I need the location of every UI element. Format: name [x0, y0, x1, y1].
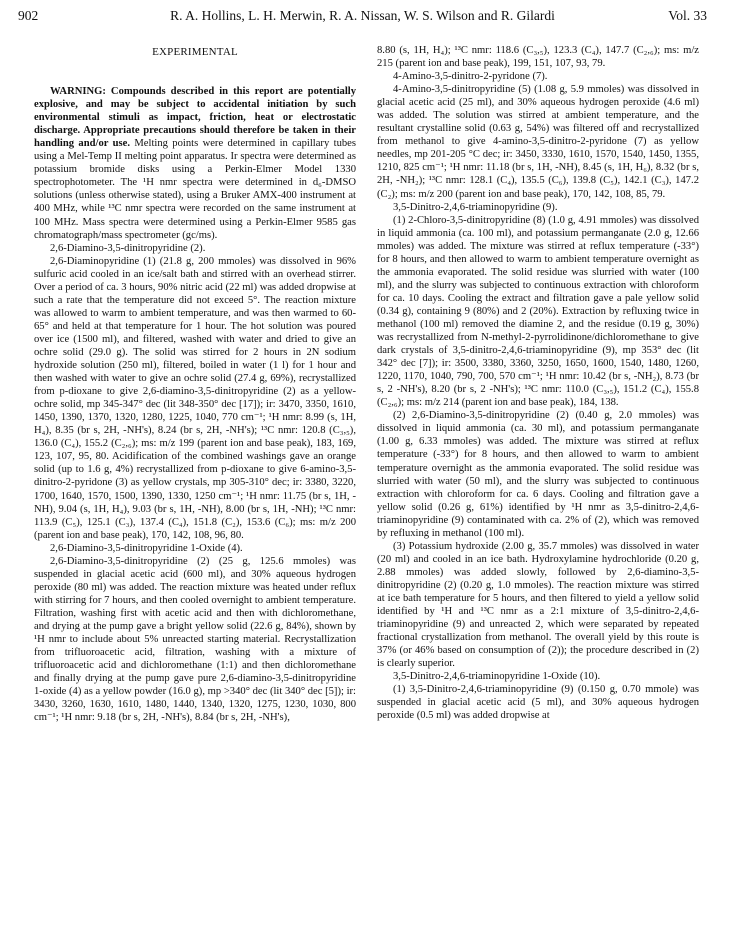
compound-9-method-2: (2) 2,6-Diamino-3,5-dinitropyridine (2) (0.40 g, 2.0 mmoles) was dissolved in liquid ammonia (ca. 30 ml), and potassium permanganate (1.00 g, 6.33 mmoles) was added. The mixture was stirred at reflux temperature (-33°) for 8 hours, and then allowed to warm to ambient temperature overnight as the ammonia evaporated. The solid residue was slurried with water (50 ml), and the slurry was subjected to continuous extraction with chloroform for ca. 6 days. Cooling and filtration gave a yellow solid (0.26 g, 61%) identified by ¹H nmr as 3,5-dinitro-2,4,6-triaminopyridine (9) contaminated with ca. 2% of (2), which was removed by refluxing in methanol (100 ml). [377, 410, 699, 539]
compound-2-procedure: 2,6-Diaminopyridine (1) (21.8 g, 200 mmoles) was dissolved in 96% sulfuric acid cooled in an ice/salt bath and stirred with an overhead stirrer. Over a period of ca. 3 hours, 90% nitric acid (22 ml) was added dropwise at such a rate that the temperature did not exceed 5°. The reaction mixture was allowed to warm to ambient temperature, and was then warmed to 60-65° and held at that temperature for 1 hour. The hot solution was poured over ice (1500 ml), and filtered, washed with water and dried to give an ochre solid (29.0 g). The solid was stirred for 2 hours in 2N sodium hydroxide solution (250 ml), filtered, boiled in water (1 l) for 1 hour and then washed with water to give an ochre solid (27.4 g, 69%), recrystallized from p-dioxane to give 2,6-diamino-3,5-dinitropyridine (2) as a yellow-ochre solid, mp 345-347° dec (lit 348-350° dec [17]); ir: 3470, 3350, 1610, 1450, 1390, 1370, 1320, 1280, 1225, 1040, 770 cm⁻¹; ¹H nmr: 8.99 (s, 1H, H₄), 8.35 (br s, 2H, -NH's), 8.24 (br s, 2H, -NH's); ¹³C nmr: 120.8 (C₃,₅), 136.0 (C₄), 155.2 (C₂,₆); ms: m/z 199 (parent ion and base peak), 183, 169, 123, 107, 95, 80. Acidification of the combined washings gave an orange solid (up to 1.6 g, 4%) recrystallized from p-dioxane to give 6-amino-3,5-dinitro-2-pyridone (3) as yellow crystals, mp 305-310° dec; ir: 3380, 3220, 1700, 1640, 1570, 1500, 1390, 1330, 1250 cm⁻¹; ¹H nmr: 11.75 (br s, 1H, -NH), 9.04 (s, 1H, H₄), 9.03 (br s, 1H, -NH), 8.00 (br s, 1H, -NH); ¹³C nmr: 113.9 (C₅), 125.1 (C₃), 137.4 (C₄), 151.8 (C₂), 153.6 (C₆); ms: m/z 200 (parent ion and base peak), 170, 142, 108, 96, 80. [34, 255, 356, 541]
compound-7-procedure: 4-Amino-3,5-dinitropyridine (5) (1.08 g, 5.9 mmoles) was dissolved in glacial acetic acid (25 ml), and 30% aqueous hydrogen peroxide (4.6 ml) was added. The solution was stirred at ambient temperature, and the resultant crystalline solid (0.63 g, 54%) was filtered off and recrystallized from methanol to give 4-amino-3,5-dinitro-2-pyridone (7) as yellow needles, mp 201-205 °C dec; ir: 3450, 3330, 1610, 1570, 1540, 1450, 1355, 1210, 825 cm⁻¹; ¹H nmr: 11.18 (br s, 1H, -NH), 8.45 (s, 1H, H₆), 8.32 (br s, 2H, -NH₂); ¹³C nmr: 128.1 (C₄), 135.5 (C₆), 139.8 (C₅), 142.1 (C₃), 147.2 (C₂); ms: m/z 200 (parent ion and base peak), 170, 142, 108, 85, 79. [377, 84, 699, 200]
compound-2-heading: 2,6-Diamino-3,5-dinitropyridine (2). [50, 242, 206, 254]
compound-10-heading: 3,5-Dinitro-2,4,6-triaminopyridine 1-Oxide (10). [393, 671, 601, 683]
compound-7-heading: 4-Amino-3,5-dinitro-2-pyridone (7). [393, 71, 548, 83]
left-column [34, 44, 356, 724]
section-title: EXPERIMENTAL [152, 46, 238, 58]
page-header [18, 8, 707, 30]
warning-text: WARNING: Compounds described in this report are potentially explosive, and may be subject to accidental initiation by such environmental stimuli as impact, friction, heat or electrostatic discharge. Appropriate precautions should therefore be taken in their handling and/or use. [34, 86, 356, 150]
compound-9-method-1: (1) 2-Chloro-3,5-dinitropyridine (8) (1.0 g, 4.91 mmoles) was dissolved in liquid ammonia (ca. 100 ml), and potassium permanganate (2.0 g, 12.66 mmoles) was added. The mixture was stirred at reflux temperature (-33°) for 8 hours, and then allowed to warm to ambient temperature overnight as the ammonia evaporated. The solid residue was slurried with water (100 ml), and the slurry was subjected to continuous extraction with chloroform for ca. 10 days. Cooling the extract and filtration gave a pale yellow solid (0.34 g), containing 9 (80%) and 2 (20%). Extraction by refluxing twice in methanol (100 ml) removed the diamine 2, and the residue (0.19 g, 30%) was recrystallized from N-methyl-2-pyrrolidinone/dichloromethane to give dark crystals of 3,5-dinitro-2,4,6-triaminopyridine (9), mp 353° dec (lit 342° dec [7]); ir: 3500, 3380, 3360, 3250, 1650, 1600, 1540, 1480, 1260, 1220, 1170, 1040, 790, 700, 570 cm⁻¹; ¹H nmr: 10.42 (br s, -NH₂), 8.73 (br s, 2 -NH's), 8.20 (br s, 2 -NH's); ¹³C nmr: 110.0 (C₃,₅), 151.2 (C₄), 155.8 (C₂,₆); ms: m/z 214 (parent ion and base peak), 184, 138. [377, 214, 699, 409]
warning-paragraph [34, 85, 356, 242]
compound-4-procedure: 2,6-Diamino-3,5-dinitropyridine (2) (25 g, 125.6 mmoles) was suspended in glacial acetic acid (600 ml), and 30% aqueous hydrogen peroxide (80 ml) was added. The reaction mixture was heated under reflux with stirring for 7 hours, and then cooled overnight to ambient temperature. Filtration, washing first with acetic acid and then with dichloromethane, and drying at the pump gave a bright yellow solid (22.6 g, 84%), shown by ¹H nmr to include about 5% unreacted starting material. Recrystallization from trifluoroacetic acid, filtration, washing with a mixture of trifluoroacetic acid and dichloromethane (1:1) and then dichloromethane and finally drying at the pump gave pure 2,6-diamino-3,5-dinitropyridine 1-oxide (4) as a yellow powder (16.0 g), mp >340° dec (lit 340° dec [5]); ir: 3430, 3260, 1630, 1610, 1480, 1440, 1340, 1320, 1275, 1230, 1030, 800 cm⁻¹; ¹H nmr: 9.18 (br s, 2H, -NH's), 8.84 (br s, 2H, -NH's), [34, 555, 356, 724]
running-authors: R. A. Hollins, L. H. Merwin, R. A. Nissan, W. S. Wilson and R. Gilardi [170, 8, 555, 23]
compound-10-procedure: (1) 3,5-Dinitro-2,4,6-triaminopyridine (9) (0.150 g, 0.70 mmole) was suspended in glacial acetic acid (5 ml), and 30% aqueous hydrogen peroxide (0.5 ml) was added dropwise at [377, 684, 699, 722]
compound-4-continuation: 8.80 (s, 1H, H₄); ¹³C nmr: 118.6 (C₃,₅), 123.3 (C₄), 147.7 (C₂,₆); ms: m/z 215 (parent ion and base peak), 199, 151, 107, 93, 79. [377, 45, 699, 70]
volume-label: Vol. 33 [668, 8, 707, 23]
general-methods-text: Melting points were determined in capillary tubes using a Mel-Temp II melting point apparatus. Ir spectra were determined as potassium bromide disks using a Perkin-Elmer Model 1330 spectrophotometer. The ¹H nmr spectra were determined in d₆-DMSO solutions (unless otherwise stated), using a Bruker AMX-400 instrument at 400 MHz, while ¹³C nmr spectra were recorded on the same instrument at 100 MHz. Mass spectra were determined using a Perkin-Elmer 9585 gas chromatograph/mass spectrometer (gc/ms). [34, 138, 356, 241]
right-column [377, 44, 699, 722]
compound-9-heading: 3,5-Dinitro-2,4,6-triaminopyridine (9). [393, 201, 558, 213]
page-number: 902 [18, 8, 39, 23]
compound-9-method-3: (3) Potassium hydroxide (2.00 g, 35.7 mmoles) was dissolved in water (20 ml) and cooled in an ice bath. Hydroxylamine hydrochloride (0.20 g, 2.88 mmoles) was added slowly, followed by 2,6-diamino-3,5-dinitropyridine (2) (0.20 g, 1.0 mmoles). The reaction mixture was stirred at ice bath temperature for 5 hours, and then filtered to yield a yellow solid identified by ¹H and ¹³C nmr as a 2:1 mixture of 3,5-dinitro-2,4,6-triaminopyridine (9) and unreacted 2, which were separated by repeated fractional crystallization from methanol. The overall yield by this route is 37% (or 46% based on consumption of (2)); the procedure described in (2) is clearly superior. [377, 540, 699, 670]
compound-4-heading: 2,6-Diamino-3,5-dinitropyridine 1-Oxide (4). [50, 542, 243, 554]
